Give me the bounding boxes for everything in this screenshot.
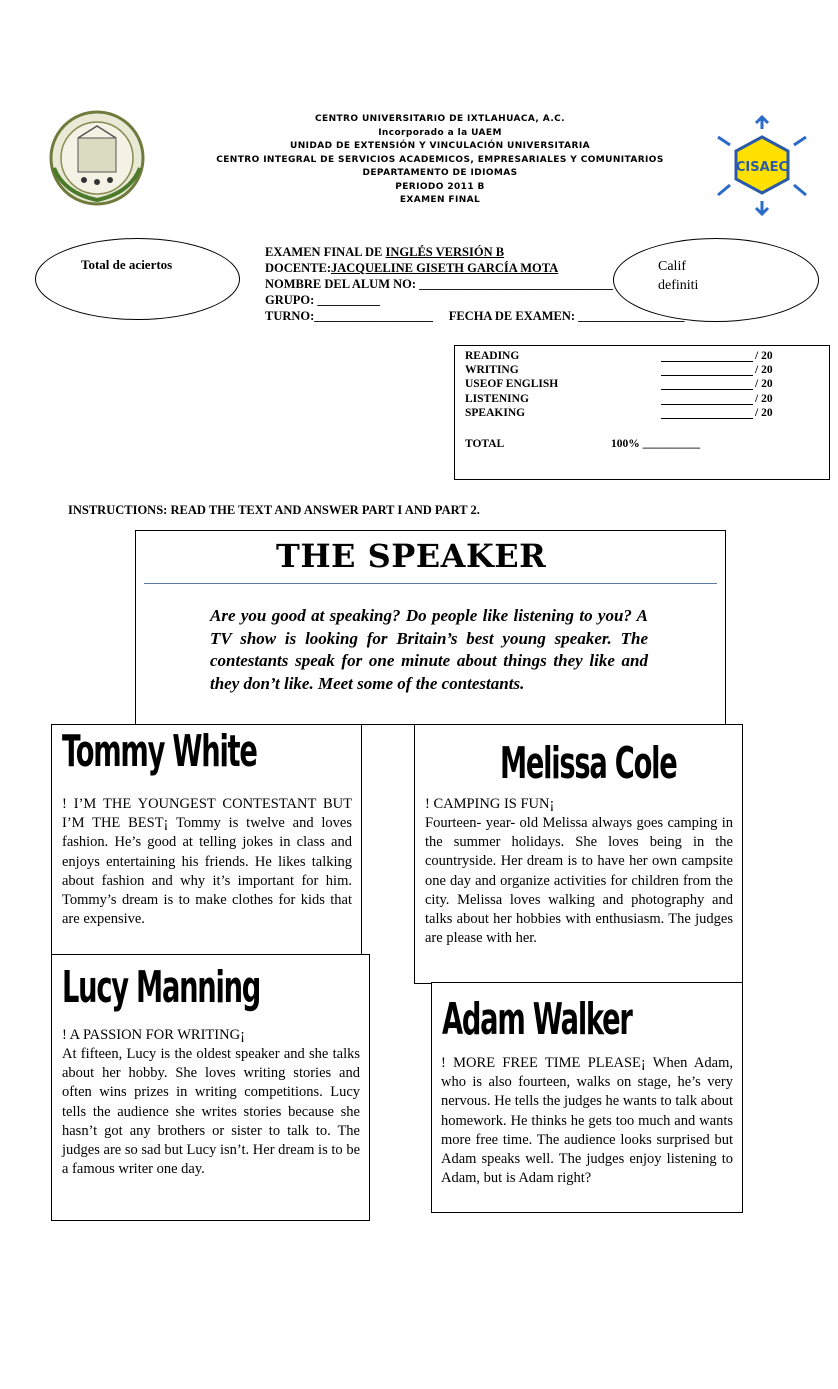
- instructions: INSTRUCTIONS: READ THE TEXT AND ANSWER PART I AND PART 2.: [68, 503, 480, 517]
- teacher-value: JACQUELINE GISETH GARCÍA MOTA: [330, 261, 559, 275]
- contestant-card-lucy: [51, 954, 370, 1221]
- score-blank[interactable]: [661, 379, 753, 390]
- score-row-speaking: [465, 407, 525, 419]
- article-title-box: [135, 530, 726, 725]
- contestant-name: Lucy Manning: [62, 962, 261, 1013]
- total-score-ellipse: [35, 238, 240, 320]
- header-line: CENTRO UNIVERSITARIO DE IXTLAHUACA, A.C.: [315, 114, 565, 124]
- exam-value: INGLÉS VERSIÓN B: [385, 245, 505, 259]
- article-intro: Are you good at speaking? Do people like listening to you? A TV show is looking for Britain’s best young speaker. The contestants speak for one minute about things they like and they don’t like. Meet some of the contestants.: [210, 606, 648, 693]
- contestant-card-melissa: [414, 724, 743, 984]
- score-total-value[interactable]: 100% __________: [611, 438, 701, 450]
- final-grade-ellipse: [613, 238, 819, 322]
- score-label: SPEAKING: [465, 407, 526, 419]
- score-table: [454, 345, 830, 480]
- score-total-label: TOTAL: [465, 438, 505, 450]
- contestant-text: ! MORE FREE TIME PLEASE¡ When Adam, who is also fourteen, walks on stage, he’s very nervous. He tells the judges he wants to talk about homework. He thinks he gets too much and wants more free time. The audience looks surprised but Adam speaks well. The judges enjoy listening to Adam, but is Adam right?: [441, 1055, 733, 1187]
- cisaec-logo-text: CISAEC: [735, 160, 789, 175]
- contestant-heading: ! A PASSION FOR WRITING¡: [62, 1027, 245, 1043]
- score-out-of: / 20: [755, 393, 773, 405]
- header-line: CENTRO INTEGRAL DE SERVICIOS ACADEMICOS, EMPRESARIALES Y COMUNITARIOS: [216, 154, 664, 165]
- header-line: Incorporado a la UAEM: [378, 127, 502, 138]
- contestant-name: Melissa Cole: [500, 738, 677, 789]
- score-out-of: / 20: [755, 407, 773, 419]
- contestant-name: Tommy White: [62, 726, 257, 777]
- header-line: EXAMEN FINAL: [399, 195, 481, 205]
- article-title: THE SPEAKER: [276, 537, 547, 575]
- final-grade-label-1: Calif: [658, 259, 686, 274]
- teacher-label: DOCENTE:: [265, 261, 331, 275]
- contestant-heading: ! CAMPING IS FUN¡: [425, 796, 555, 812]
- group-field[interactable]: GRUPO: __________: [265, 293, 380, 307]
- score-blank[interactable]: [661, 365, 753, 376]
- header-line: DEPARTAMENTO DE IDIOMAS: [362, 168, 518, 178]
- contestant-card-adam: [431, 982, 743, 1213]
- score-label: LISTENING: [465, 393, 529, 405]
- score-blank[interactable]: [661, 351, 753, 362]
- exam-date-field[interactable]: FECHA DE EXAMEN: _________________: [448, 309, 685, 323]
- shift-field[interactable]: TURNO:___________________: [265, 309, 434, 323]
- score-row-use-of-english: [465, 378, 558, 390]
- contestant-text: ! I’M THE YOUNGEST CONTESTANT BUT I’M THE BEST¡ Tommy is twelve and loves fashion. He’s good at telling jokes in class and enjoys entertaining his friends. He likes talking about fashion and why it’s important for him. Tommy’s dream is to make clothes for kids that are expensive.: [62, 796, 352, 928]
- score-row-writing: [465, 364, 519, 376]
- final-grade-label-2: definiti: [658, 278, 699, 293]
- score-out-of: / 20: [755, 378, 773, 390]
- score-blank[interactable]: [661, 408, 753, 419]
- total-score-label: Total de aciertos: [81, 257, 173, 272]
- score-out-of: / 20: [755, 364, 773, 376]
- score-label: READING: [465, 350, 520, 362]
- exam-label: EXAMEN FINAL DE: [265, 245, 383, 259]
- contestant-text: Fourteen- year- old Melissa always goes camping in the summer holidays. She loves being in the countryside. Her dream is to have her own campsite one day and organize activities for children from the city. Melissa loves walking and photography and talks about her hobbies with enthusiasm. The judges are please with her.: [425, 815, 733, 947]
- score-blank[interactable]: [661, 394, 753, 405]
- score-row-listening: [465, 393, 529, 405]
- score-label: USEOF ENGLISH: [465, 378, 559, 390]
- contestant-name: Adam Walker: [442, 994, 632, 1045]
- header-line: PERIODO 2011 B: [395, 181, 485, 192]
- institution-header: [190, 113, 690, 208]
- student-name-field[interactable]: NOMBRE DEL ALUM NO: _______________________________: [265, 277, 613, 291]
- score-out-of: / 20: [755, 350, 773, 362]
- score-row-reading: [465, 350, 519, 362]
- score-label: WRITING: [465, 364, 519, 376]
- cisaec-logo: [708, 115, 816, 217]
- contestant-card-tommy: [51, 724, 362, 956]
- header-line: UNIDAD DE EXTENSIÓN Y VINCULACIÓN UNIVERSITARIA: [290, 141, 590, 151]
- title-divider: [144, 583, 717, 584]
- university-seal-logo: [44, 108, 150, 208]
- contestant-text: At fifteen, Lucy is the oldest speaker and she talks about her hobby. She loves writing stories and often wins prizes in writing competitions. Lucy tells the audience she writes stories because she hasn’t got any brothers or sister to talk to. The judges are so sad but Lucy isn’t. Her dream is to be a famous writer one day.: [62, 1046, 360, 1178]
